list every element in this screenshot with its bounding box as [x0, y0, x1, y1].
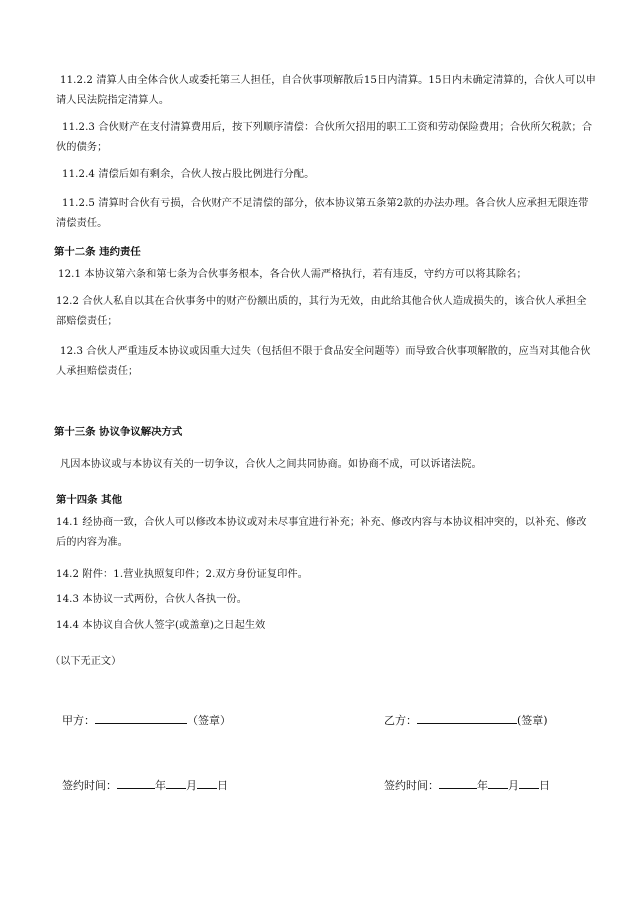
article-13-heading: 第十三条 协议争议解决方式	[54, 426, 183, 438]
party-a-blank[interactable]	[95, 711, 187, 724]
clause-12-2: 12.2 合伙人私自以其在合伙事务中的财产份额出质的，其行为无效，由此给其他合伙人造成损失的，该合伙人承担全部赔偿责任；	[56, 296, 587, 327]
clause-14-3: 14.3 本协议一式两份，合伙人各执一份。	[56, 594, 248, 605]
party-b-signature-line	[384, 711, 548, 728]
clause-14-1: 14.1 经协商一致，合伙人可以修改本协议或对未尽事宜进行补充；补充、修改内容与本协议相冲突的，以补充、修改后的内容为准。	[56, 517, 587, 548]
day-blank-a[interactable]	[197, 776, 217, 789]
party-a-label: 甲方：	[62, 714, 95, 727]
party-b-blank[interactable]	[417, 711, 517, 724]
month-label-a: 月	[186, 779, 197, 792]
day-blank-b[interactable]	[519, 776, 539, 789]
day-label-b: 日	[539, 779, 550, 792]
party-b-date-line	[384, 776, 550, 793]
party-a-signature-line	[62, 711, 231, 728]
clause-14-2: 14.2 附件：1.营业执照复印件；2.双方身份证复印件。	[56, 569, 309, 580]
year-label-a: 年	[155, 779, 166, 792]
clause-11-2-2: 11.2.2 清算人由全体合伙人或委托第三人担任，自合伙事项解散后15日内清算。15日内未确定清算的，合伙人可以申请人民法院指定清算人。	[56, 75, 596, 106]
year-blank-b[interactable]	[439, 776, 477, 789]
clause-14-4: 14.4 本协议自合伙人签字(或盖章)之日起生效	[56, 620, 266, 631]
year-blank-a[interactable]	[117, 776, 155, 789]
clause-13: 凡因本协议或与本协议有关的一切争议，合伙人之间共同协商。如协商不成，可以诉诸法院。	[60, 459, 482, 470]
month-label-b: 月	[508, 779, 519, 792]
clause-12-1: 12.1 本协议第六条和第七条为合伙事务根本，各合伙人需严格执行，若有违反，守约方可以将其除名；	[58, 269, 527, 280]
article-14-heading: 第十四条 其他	[56, 494, 122, 506]
date-label-a: 签约时间：	[62, 779, 117, 792]
clause-12-3: 12.3 合伙人严重违反本协议或因重大过失（包括但不限于食品安全问题等）而导致合伙事项解散的，应当对其他合伙人承担赔偿责任；	[56, 346, 591, 377]
clause-11-2-4: 11.2.4 清偿后如有剩余，合伙人按占股比例进行分配。	[62, 169, 315, 180]
party-a-date-line	[62, 776, 228, 793]
month-blank-a[interactable]	[166, 776, 186, 789]
day-label-a: 日	[217, 779, 228, 792]
end-of-text-note: （以下无正文）	[50, 656, 122, 667]
month-blank-b[interactable]	[488, 776, 508, 789]
article-12-heading: 第十二条 违约责任	[54, 246, 141, 258]
clause-11-2-3: 11.2.3 合伙财产在支付清算费用后，按下列顺序清偿：合伙所欠招用的职工工资和劳动保险费用；合伙所欠税款；合伙的债务；	[56, 122, 593, 153]
party-a-seal: （签章）	[187, 714, 231, 727]
year-label-b: 年	[477, 779, 488, 792]
party-b-seal: (签章)	[517, 714, 548, 727]
date-label-b: 签约时间：	[384, 779, 439, 792]
clause-11-2-5: 11.2.5 清算时合伙有亏损，合伙财产不足清偿的部分，依本协议第五条第2款的办法办理。各合伙人应承担无限连带清偿责任。	[56, 198, 589, 229]
party-b-label: 乙方：	[384, 714, 417, 727]
